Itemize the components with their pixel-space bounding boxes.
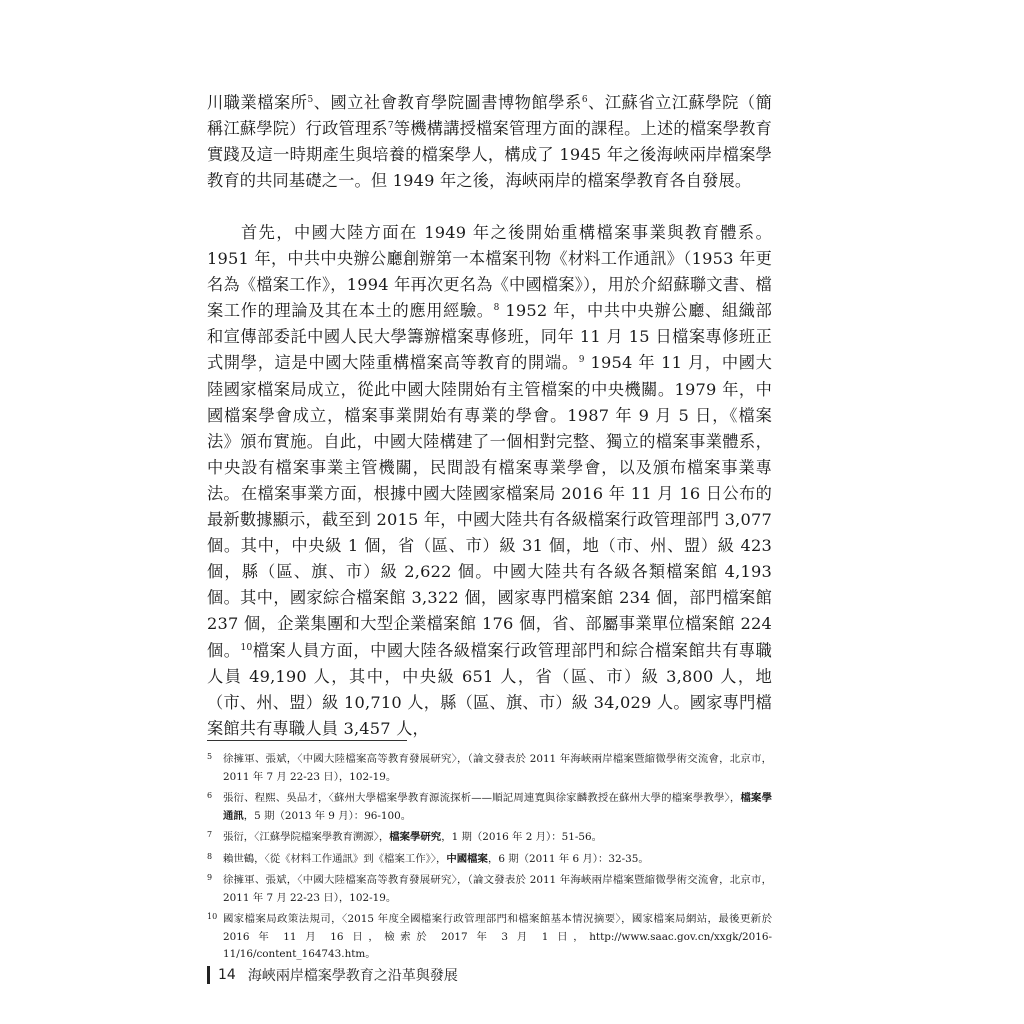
body-text: 1954 年 11 月，中國大陸國家檔案局成立，從此中國大陸開始有主管檔案的中央機關。1979 年，中國檔案學會成立，檔案事業開始有專業的學會。1987 年 9 月 5 日，《檔案法》頒布實施。自此，中國大陸構建了一個相對完整、獨立的檔案事業體系，中央設有檔案事業主管機關，民間設有檔案專業學會，以及頒布檔案事業專法。 [207,353,772,503]
body-text: 首先，中國大陸方面在 1949 年之後開始重構檔案事業與教育體系。1951 年，中共中央辦公廳創辦第一本檔案刊物《材料工作通訊》（1953 年更名為《檔案工作》，1994 年再次更名為《中國檔案》），用於介紹蘇聯文書、檔案工作的理論及其在本土的應用經驗。 [207,223,772,321]
footnote-number: 7 [207,830,213,839]
footnote-text: 徐擁軍、張斌，〈中國大陸檔案高等教育發展研究〉，（論文發表於 2011 年海峽兩岸檔案暨縮微學術交流會，北京市，2011 年 7 月 22-23 日），102-19。 [223,753,772,783]
footnote-ref: 6 [581,95,588,105]
footnotes [207,751,772,968]
footnote [207,872,772,907]
footnote-ref: 10 [240,642,253,653]
footnote [207,751,772,786]
footnote [207,829,772,847]
footnote [207,851,772,869]
page-footer [207,964,458,986]
body-paragraph [207,481,772,742]
footnote-ref: 7 [387,121,394,132]
journal-title: 中國檔案 [446,852,488,865]
footnote-ref: 9 [578,355,585,366]
footnote-ref: 8 [493,303,500,314]
footnote [207,790,772,825]
body-text: 1952 年，中共中央辦公廳、組織部和宣傳部委託中國人民大學籌辦檔案專修班，同年 11 月 15 日檔案專修班正式開學，這是中國大陸重構檔案高等教育的開端。 [207,301,772,373]
footnote-number: 8 [207,851,213,861]
body-text: 等機構講授檔案管理方面的課程。上述的檔案學教育實踐及這一時期產生與培養的檔案學人，構成了 1945 年之後海峽兩岸檔案學教育的共同基礎之一。但 1949 年之後，海峽兩岸的檔案學教育各自發展。 [207,119,772,191]
body-text: 檔案人員方面，中國大陸各級檔案行政管理部門和綜合檔案館共有專職人員 49,190 人，其中，中央級 651 人，省（區、市）級 3,800 人，地（市、州、盟）級 10,710 人，縣（區、旗、市）級 34,029 人。國家專門檔案館共有專職人員 3,457 人， [207,640,772,738]
body-text: 川職業檔案所 [207,93,308,112]
footnote-divider [207,740,407,741]
footnote-number: 6 [207,791,213,800]
footnote-text: 徐擁軍、張斌，〈中國大陸檔案高等教育發展研究〉，（論文發表於 2011 年海峽兩岸檔案暨縮微學術交流會，北京市，2011 年 7 月 22-23 日），102-19。 [223,874,772,904]
journal-title: 檔案學研究 [389,831,442,843]
running-title: 海峽兩岸檔案學教育之沿革與發展 [247,968,458,984]
footnote-number: 5 [207,752,213,761]
footnote-text: 張衍，〈江蘇學院檔案學教育溯源〉， [223,831,390,843]
body-text: 、國立社會教育學院圖書博物館學系 [313,93,582,112]
footnote-ref: 5 [307,95,314,105]
footer-bar [207,966,210,984]
footnote-text: ，1 期（2016 年 2 月）：51-56。 [441,831,602,843]
footnote-text: 張衍、程熙、吳品才，〈蘇州大學檔案學教育源流探析——順記周連寬與徐家麟教授在蘇州大學的檔案學教學〉， [223,792,741,804]
journal-title: 檔案學通訊 [223,792,772,822]
body-paragraph [207,220,772,507]
footnote-text: ，5 期（2013 年 9 月）：96-100。 [243,809,412,822]
footnote-text: 國家檔案局政策法規司，〈2015 年度全國檔案行政管理部門和檔案館基本情況摘要〉，國家檔案局網站，最後更新於 2016 年 11 月 16 日，檢索於 2017 年 3 月 1 日，http://www.saac.gov.cn/xxgk/2016-11/16/content_164743.htm。 [223,913,772,960]
body-text: 、江蘇省立江蘇學院（簡稱江蘇學院）行政管理系 [207,93,773,139]
page-number: 14 [218,967,236,983]
footnote-text: 賴世鶴，〈從《材料工作通訊》到《檔案工作》〉， [223,852,447,865]
footnote [207,911,772,964]
footnote-number: 10 [207,912,218,921]
footnote-text: ，6 期（2011 年 6 月）：32-35。 [487,852,649,865]
body-text: 在檔案事業方面，根據中國大陸國家檔案局 2016 年 11 月 16 日公布的最新數據顯示，截至到 2015 年，中國大陸共有各級檔案行政管理部門 3,077 個。其中，中央級 1 個，省（區、市）級 31 個，地（市、州、盟）級 423 個，縣（區、旗、市）級 2,622 個。中國大陸共有各級各類檔案館 4,193 個。其中，國家綜合檔案館 3,322 個，國家專門檔案館 234 個，部門檔案館 237 個，企業集團和大型企業檔案館 176 個，省、部屬事業單位檔案館 224 個。 [207,484,772,660]
footnote-number: 9 [207,873,213,882]
body-paragraph [207,90,772,194]
